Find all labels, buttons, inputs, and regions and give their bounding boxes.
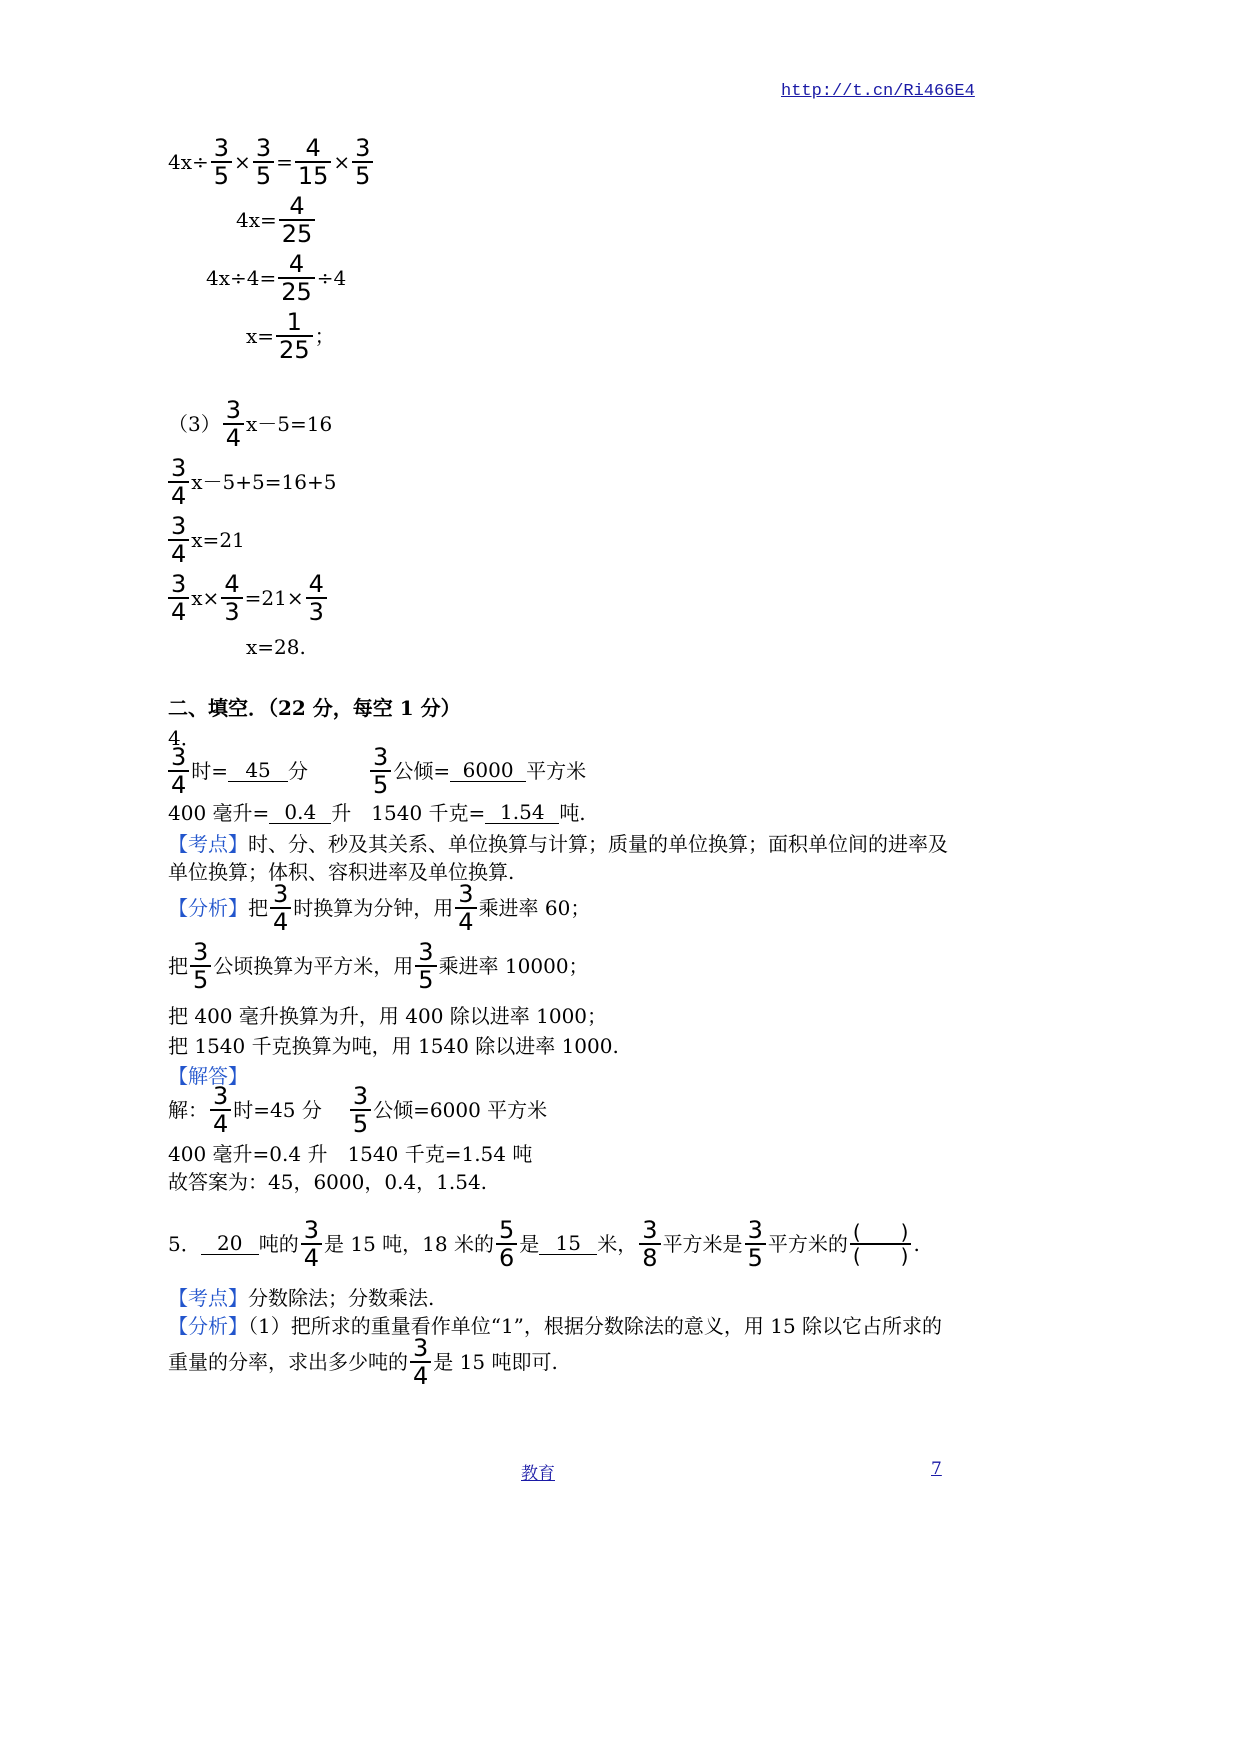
fraction	[278, 252, 315, 304]
fenxi-line: 把 400 毫升换算为升，用 400 除以进率 1000；	[168, 1004, 608, 1028]
numerator: 3	[303, 1216, 320, 1244]
kaodian-line	[168, 828, 948, 857]
eq-line	[168, 136, 375, 188]
eq-text: 4x=	[236, 208, 277, 232]
text: 乘进率 60；	[478, 896, 591, 920]
text: 时=45 分	[233, 1098, 342, 1122]
fraction	[168, 514, 189, 566]
numerator: 3	[171, 570, 187, 598]
fenxi-tag: 【分析】	[168, 896, 248, 920]
denominator: 4	[455, 907, 476, 934]
footer-link[interactable]: 教育	[521, 1464, 555, 1484]
q5-line	[168, 1218, 920, 1270]
text: 平方米的	[767, 1232, 848, 1256]
kaodian-tag: 【考点】	[168, 832, 248, 856]
numerator: 3	[193, 938, 209, 966]
fraction	[221, 572, 242, 624]
denominator: 15	[295, 161, 332, 188]
jieda-line: 400 毫升=0.4 升 1540 千克=1.54 吨	[168, 1142, 533, 1166]
fenxi-line	[168, 1336, 558, 1388]
fraction	[350, 1084, 371, 1136]
denominator: 4	[270, 907, 291, 934]
eq-line	[236, 194, 317, 246]
numerator: 3	[747, 1216, 763, 1244]
text: 解：	[168, 1098, 208, 1122]
numerator: 3	[458, 880, 474, 908]
text: 是 15 吨，18 米的	[324, 1232, 494, 1256]
kaodian-line	[168, 1282, 434, 1311]
kaodian-line-2: 单位换算；体积、容积进率及单位换算.	[168, 860, 515, 884]
kaodian-text: 分数除法；分数乘法.	[248, 1286, 435, 1310]
denominator: 5	[370, 770, 391, 797]
fraction	[745, 1218, 766, 1270]
numerator: 3	[373, 743, 389, 771]
fraction	[455, 882, 476, 934]
eq-text: x=	[246, 324, 275, 348]
fenxi-line	[168, 1310, 942, 1339]
text: 公顷换算为平方米，用	[213, 954, 414, 978]
text: 升 1540 千克=	[331, 801, 486, 825]
denominator: 5	[745, 1243, 766, 1270]
numerator: 1	[286, 308, 302, 336]
fraction	[190, 940, 211, 992]
numerator: 4	[308, 570, 324, 598]
eq-text: ÷4	[316, 266, 347, 290]
denominator: 4	[410, 1361, 431, 1388]
denominator: 3	[306, 597, 327, 624]
text: 吨.	[559, 801, 586, 825]
fraction	[496, 1218, 517, 1270]
numerator: 4	[305, 134, 321, 162]
denominator: 5	[350, 1109, 371, 1136]
eq-text: 4x÷4=	[206, 266, 277, 290]
fraction	[210, 1084, 231, 1136]
numerator: 4	[288, 250, 305, 278]
fraction	[253, 136, 274, 188]
jieda-line	[168, 1084, 547, 1136]
numerator: 3	[171, 743, 187, 771]
eq-line	[168, 398, 332, 450]
eq-text: x=21	[191, 528, 245, 552]
fraction	[306, 572, 327, 624]
numerator: 3	[273, 880, 289, 908]
fraction	[276, 310, 313, 362]
kaodian-text: 时、分、秒及其关系、单位换算与计算；质量的单位换算；面积单位间的进率及	[248, 832, 948, 856]
fraction	[168, 572, 189, 624]
numerator: 3	[355, 134, 371, 162]
question-number: 4．	[168, 726, 201, 750]
denominator: 25	[279, 219, 316, 246]
numerator: 4	[224, 570, 240, 598]
numerator: 3	[418, 938, 434, 966]
text: 把	[168, 954, 188, 978]
fenxi-line	[168, 882, 590, 934]
numerator: 5	[499, 1216, 515, 1244]
numerator: 3	[213, 1082, 229, 1110]
page-number[interactable]: 7	[931, 1459, 942, 1479]
fenxi-tag: 【分析】	[168, 1314, 248, 1338]
fraction	[410, 1336, 431, 1388]
eq-line	[166, 514, 245, 566]
fraction	[270, 882, 291, 934]
denominator: 3	[221, 597, 242, 624]
text: 吨的	[258, 1232, 299, 1256]
denominator: 4	[168, 481, 189, 508]
denominator: 4	[168, 539, 189, 566]
text: 是 15 吨即可.	[433, 1350, 558, 1374]
numerator: 3	[413, 1334, 429, 1362]
fenxi-line	[168, 940, 589, 992]
eq-text: ×	[333, 150, 351, 174]
numerator: 3	[171, 454, 187, 482]
fraction	[168, 456, 189, 508]
fenxi-line: 把 1540 千克换算为吨，用 1540 除以进率 1000.	[168, 1034, 619, 1058]
denominator: 5	[415, 965, 436, 992]
denominator: 4	[210, 1109, 231, 1136]
denominator: 5	[352, 161, 373, 188]
fraction	[279, 194, 316, 246]
fenxi-text: （1）把所求的重量看作单位“1”，根据分数除法的意义，用 15 除以它占所求的	[248, 1314, 943, 1338]
text: 时换算为分钟，用	[293, 896, 454, 920]
denominator: 5	[253, 161, 274, 188]
text: 平方米是	[662, 1232, 743, 1256]
header-link[interactable]: http://t.cn/Ri466E4	[781, 82, 975, 101]
denominator: ( )	[850, 1243, 912, 1266]
eq-text: 4x÷	[168, 150, 209, 174]
text: .	[913, 1232, 920, 1256]
answer-blank: 45	[228, 760, 288, 782]
answer-blank: 20	[201, 1233, 259, 1255]
text: 400 毫升=	[168, 801, 270, 825]
eq-text: =	[276, 150, 293, 174]
denominator: 25	[276, 335, 313, 362]
fraction	[211, 136, 232, 188]
fraction	[301, 1218, 322, 1270]
jieda-tag: 【解答】	[168, 1064, 248, 1088]
numerator: 4	[289, 192, 305, 220]
text: 米，	[597, 1232, 638, 1256]
eq-line	[206, 252, 346, 304]
denominator: 6	[496, 1243, 517, 1270]
eq-text: ；	[314, 324, 335, 348]
fraction-blank	[850, 1222, 912, 1266]
eq-text: =21×	[244, 586, 304, 610]
denominator: 4	[223, 423, 244, 450]
eq-result: x=28.	[246, 635, 306, 659]
section-title: 二、填空．（22 分，每空 1 分）	[168, 696, 461, 720]
eq-text: x－5=16	[246, 412, 333, 436]
numerator: 3	[225, 396, 242, 424]
q4-row-2	[168, 802, 586, 824]
denominator: 4	[301, 1243, 322, 1270]
answer-blank: 1.54	[485, 802, 559, 824]
fraction	[168, 745, 189, 797]
text: 公倾=	[393, 759, 451, 783]
fraction	[639, 1218, 660, 1270]
text: 重量的分率，求出多少吨的	[168, 1350, 408, 1374]
text: 平方米	[526, 759, 587, 783]
answer-blank: 15	[539, 1233, 597, 1255]
eq-text: （3）	[168, 412, 221, 436]
numerator: 3	[352, 1082, 369, 1110]
eq-line	[166, 572, 329, 624]
text: 把	[248, 896, 268, 920]
fraction	[370, 745, 391, 797]
numerator: 3	[171, 512, 187, 540]
eq-text: x－5+5=16+5	[191, 470, 337, 494]
q4-row-1	[166, 745, 586, 797]
answer-blank: 0.4	[269, 802, 331, 824]
text: 乘进率 10000；	[438, 954, 589, 978]
fraction	[223, 398, 244, 450]
text: 分	[288, 759, 309, 783]
text: 时=	[191, 759, 229, 783]
jieda-line: 故答案为：45，6000，0.4，1.54.	[168, 1170, 488, 1194]
text: 公倾=6000 平方米	[373, 1098, 548, 1122]
fraction	[295, 136, 332, 188]
denominator: 4	[168, 770, 189, 797]
fraction	[415, 940, 436, 992]
denominator: 25	[278, 277, 315, 304]
denominator: 8	[639, 1243, 660, 1270]
numerator: ( )	[852, 1220, 909, 1244]
answer-blank: 6000	[450, 760, 526, 782]
numerator: 3	[213, 134, 230, 162]
kaodian-tag: 【考点】	[168, 1286, 248, 1310]
eq-text: ×	[234, 150, 251, 174]
eq-line	[246, 310, 335, 362]
denominator: 5	[190, 965, 211, 992]
eq-line	[166, 456, 336, 508]
numerator: 3	[255, 134, 272, 162]
numerator: 3	[642, 1216, 658, 1244]
fraction	[352, 136, 373, 188]
eq-text: x×	[191, 586, 220, 610]
text: 是	[519, 1232, 540, 1256]
denominator: 4	[168, 597, 189, 624]
denominator: 5	[211, 161, 232, 188]
question-number: 5．	[168, 1232, 201, 1256]
